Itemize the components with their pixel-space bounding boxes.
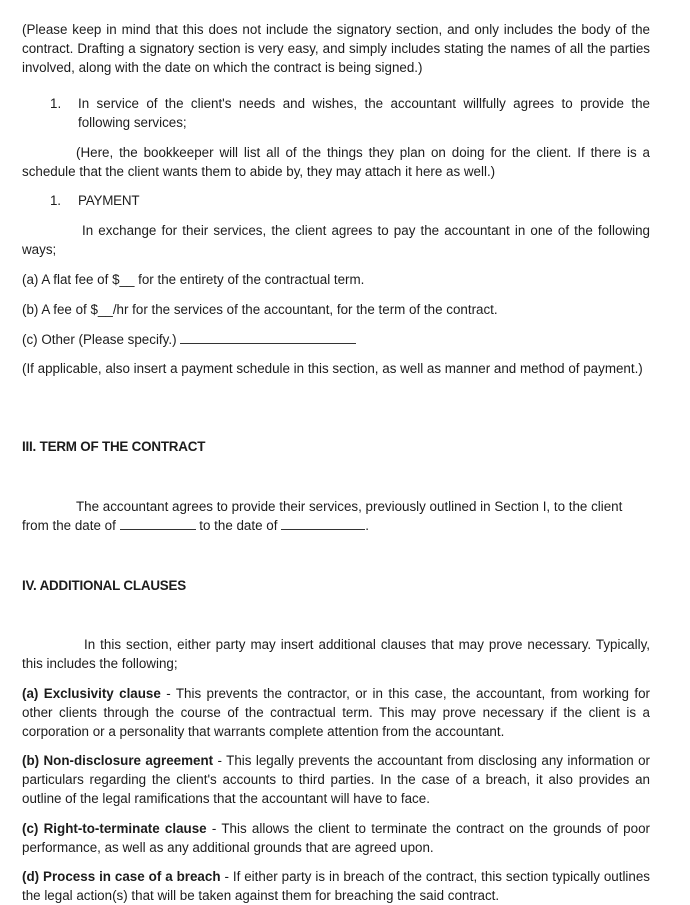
payment-note: (If applicable, also insert a payment schedule in this section, as well as manner and method of payment.) xyxy=(22,361,643,376)
services-item-number: 1. xyxy=(50,96,62,111)
term-heading: III. TERM OF THE CONTRACT xyxy=(22,439,206,454)
term-end-date-blank xyxy=(281,516,365,530)
term-start-date-blank xyxy=(120,516,196,530)
clause-non-disclosure xyxy=(22,751,650,808)
clause-exclusivity-text: - This prevents the contractor, or in this case, the accountant, from working for other clients through the course of the contractual term. This may prove necessary if the client is a corporation or a personality that warrants complete attention from the accountant. xyxy=(22,686,650,739)
payment-intro: In exchange for their services, the client agrees to pay the accountant in one of the following ways; xyxy=(22,223,650,257)
payment-heading-text: PAYMENT xyxy=(78,193,140,208)
services-item xyxy=(50,94,650,132)
clause-non-disclosure-label: (b) Non-disclosure agreement xyxy=(22,753,214,768)
additional-intro: In this section, either party may insert additional clauses that may prove necessary. Typically, this includes the following; xyxy=(22,637,650,671)
services-item-text: In service of the client's needs and wishes, the accountant willfully agrees to provide the following services; xyxy=(78,96,650,130)
clause-breach-process-label: (d) Process in case of a breach xyxy=(22,869,221,884)
clause-non-disclosure-text: - This legally prevents the accountant from disclosing any information or particulars regarding the client's accounts to third parties. In the case of a breach, it also provides an outline of the legal ramifications that the accountant will have to face. xyxy=(22,753,650,806)
clause-exclusivity-label: (a) Exclusivity clause xyxy=(22,686,161,701)
term-paragraph xyxy=(22,497,650,535)
payment-option-b: (b) A fee of $__/hr for the services of the accountant, for the term of the contract. xyxy=(22,302,498,317)
payment-heading-number: 1. xyxy=(50,193,61,208)
services-note: (Here, the bookkeeper will list all of the things they plan on doing for the client. If there is a schedule that the client wants them to abide by, they may attach it here as well.) xyxy=(22,145,650,179)
payment-option-a: (a) A flat fee of $__ for the entirety of the contractual term. xyxy=(22,272,365,287)
payment-option-c-label: (c) Other (Please specify.) xyxy=(22,332,177,347)
payment-option-c xyxy=(22,330,650,349)
clause-right-to-terminate xyxy=(22,819,650,857)
clause-breach-process-text: - If either party is in breach of the contract, this section typically outlines the legal action(s) that will be taken against them for breaching the said contract. xyxy=(22,869,651,903)
term-text-mid: to the date of xyxy=(199,518,278,533)
clause-exclusivity xyxy=(22,684,650,741)
payment-other-blank xyxy=(180,330,356,344)
clause-right-to-terminate-label: (c) Right-to-terminate clause xyxy=(22,821,207,836)
clause-right-to-terminate-text: - This allows the client to terminate the contract on the grounds of poor performance, as well as any additional grounds that are agreed upon. xyxy=(22,821,650,855)
term-text-pre: The accountant agrees to provide their services, previously outlined in Section I, to the client from the date of xyxy=(22,499,623,533)
additional-heading: IV. ADDITIONAL CLAUSES xyxy=(22,578,186,593)
payment-heading xyxy=(50,191,650,210)
clause-breach-process xyxy=(22,867,650,905)
intro-paragraph: (Please keep in mind that this does not include the signatory section, and only includes the body of the contract. Drafting a signatory section is very easy, and simply includes stating the names of all the parties involved, along with the date on which the contract is being signed.) xyxy=(22,22,650,75)
term-text-end: . xyxy=(365,518,369,533)
